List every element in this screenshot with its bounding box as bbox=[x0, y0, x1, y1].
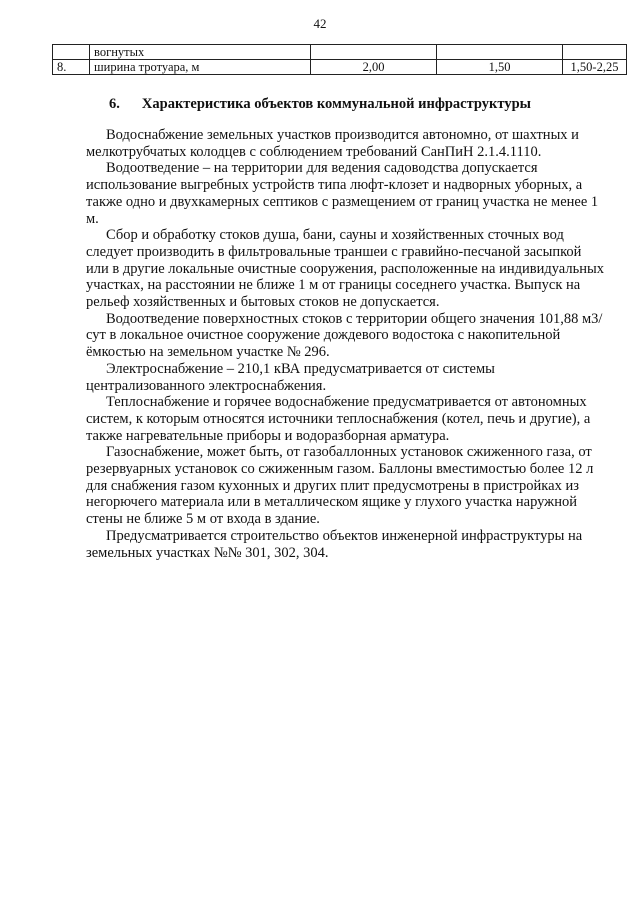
section-heading bbox=[0, 96, 640, 113]
table-cell: 1,50 bbox=[437, 60, 563, 75]
paragraph-power-supply: Электроснабжение – 210,1 кВА предусматривается от системы централизованного электроснабжения. bbox=[86, 360, 495, 394]
table-cell bbox=[53, 45, 90, 60]
table-cell: 2,00 bbox=[311, 60, 437, 75]
table-row bbox=[53, 60, 627, 75]
paragraph-water-supply: Водоснабжение земельных участков производится автономно, от шахтных и мелкотрубчатых колодцев с соблюдением требований СанПиН 2.1.4.1110. bbox=[86, 127, 579, 160]
paragraph-heat-supply: Теплоснабжение и горячее водоснабжение предусматривается от автономных систем, к которым относятся источники теплоснабжения (котел, печь и другие), а также нагревательные приборы и водоразборная арматура. bbox=[86, 394, 591, 444]
page-number: 42 bbox=[313, 16, 327, 31]
section-title: Характеристика объектов коммунальной инфраструктуры bbox=[141, 96, 531, 112]
table-cell: 1,50-2,25 bbox=[563, 60, 627, 75]
paragraph-infrastructure: Предусматривается строительство объектов инженерной инфраструктуры на земельных участках №№ 301, 302, 304. bbox=[86, 527, 583, 561]
paragraph-wastewater: Сбор и обработку стоков душа, бани, сауны и хозяйственных сточных вод следует производить в фильтровальные траншеи с гравийно-песчаной засыпкой или в другие локальные очистные сооружения, расположенные на индивидуальных участках, на расстоянии не ближе 1 м от границы соседнего участка. Выпуск на рельеф хозяйственных и бытовых стоков не допускается. bbox=[86, 227, 604, 311]
table-row bbox=[53, 45, 627, 60]
section-number: 6. bbox=[109, 96, 120, 112]
table-cell: ширина тротуара, м bbox=[90, 60, 311, 75]
paragraph-surface-runoff: Водоотведение поверхностных стоков с территории общего значения 101,88 м3/сут в локальное очистное сооружение дождевого водостока с накопительной ёмкостью на земельном участке № 296. bbox=[86, 310, 603, 361]
table-cell bbox=[563, 45, 627, 60]
table-cell: вогнутых bbox=[90, 45, 311, 60]
paragraph-drainage: Водоотведение – на территории для ведения садоводства допускается использование выгребных устройств типа люфт-клозет и надворных уборных, а также одно и двухкамерных септиков с размещением от границ участка не менее 1 м. bbox=[86, 160, 599, 227]
body-text bbox=[86, 127, 606, 561]
table-cell bbox=[311, 45, 437, 60]
table-cell bbox=[437, 45, 563, 60]
spec-table bbox=[52, 44, 627, 75]
table-cell: 8. bbox=[53, 60, 90, 75]
paragraph-gas-supply: Газоснабжение, может быть, от газобаллонных установок сжиженного газа, от резервуарных установок со сжиженным газом. Баллоны вместимостью более 12 л для снабжения газом кухонных и других плит предусмотрены в пристройках из негорючего материала или в металлическом ящике у глухого участка наружной стены не ближе 5 м от входа в здание. bbox=[86, 444, 594, 528]
